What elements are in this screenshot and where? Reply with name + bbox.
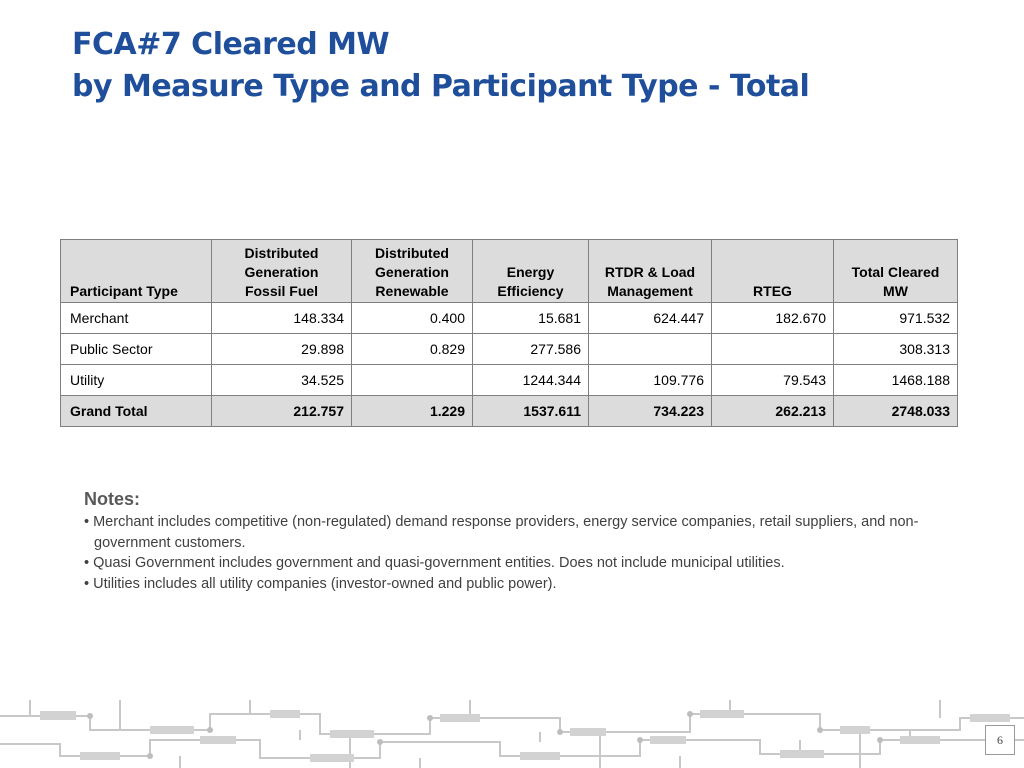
row-label: Merchant xyxy=(61,303,212,334)
table-cell: 1.229 xyxy=(352,396,473,427)
table-cell: 148.334 xyxy=(212,303,352,334)
header-rtdr-load-management: RTDR & Load Management xyxy=(589,240,712,303)
table-cell: 1537.611 xyxy=(473,396,589,427)
table-cell: 308.313 xyxy=(834,334,958,365)
table-cell: 29.898 xyxy=(212,334,352,365)
header-dg-renewable: Distributed Generation Renewable xyxy=(352,240,473,303)
notes-section xyxy=(84,486,964,594)
table-cell: 624.447 xyxy=(589,303,712,334)
table-header-row xyxy=(61,240,958,303)
table-cell: 0.829 xyxy=(352,334,473,365)
header-energy-efficiency: Energy Efficiency xyxy=(473,240,589,303)
note-item: • Utilities includes all utility companies (investor-owned and public power). xyxy=(84,575,557,592)
table-cell: 15.681 xyxy=(473,303,589,334)
table-cell: 971.532 xyxy=(834,303,958,334)
note-item: • Quasi Government includes government and quasi-government entities. Does not include municipal utilities. xyxy=(84,555,785,571)
table-cell: 1244.344 xyxy=(473,365,589,396)
table-cell: 34.525 xyxy=(212,365,352,396)
table-row xyxy=(61,365,958,396)
slide-title-line-1: FCA#7 Cleared MW xyxy=(72,27,390,62)
row-label: Grand Total xyxy=(61,396,212,427)
grand-total-row xyxy=(61,396,958,427)
table-cell xyxy=(589,334,712,365)
table-cell xyxy=(712,334,834,365)
notes-heading: Notes: xyxy=(84,489,141,509)
row-label: Utility xyxy=(61,365,212,396)
table-cell: 182.670 xyxy=(712,303,834,334)
table-cell: 1468.188 xyxy=(834,365,958,396)
table-cell: 277.586 xyxy=(473,334,589,365)
table-cell: 734.223 xyxy=(589,396,712,427)
table-row xyxy=(61,303,958,334)
table-cell xyxy=(352,365,473,396)
slide-title xyxy=(72,24,972,108)
header-participant-type: Participant Type xyxy=(61,240,212,303)
cleared-mw-table xyxy=(60,239,958,427)
table-cell: 109.776 xyxy=(589,365,712,396)
header-total-cleared-mw: Total Cleared MW xyxy=(834,240,958,303)
note-item: • Merchant includes competitive (non-regulated) demand response providers, energy service companies, retail suppliers, and non-government customers. xyxy=(84,514,919,551)
table-cell: 2748.033 xyxy=(834,396,958,427)
circuit-board-pattern-icon xyxy=(0,700,1024,768)
table-cell: 262.213 xyxy=(712,396,834,427)
table-cell: 212.757 xyxy=(212,396,352,427)
header-rteg: RTEG xyxy=(712,240,834,303)
header-dg-fossil-fuel: Distributed Generation Fossil Fuel xyxy=(212,240,352,303)
table-row xyxy=(61,334,958,365)
table-cell: 79.543 xyxy=(712,365,834,396)
page-number: 6 xyxy=(985,725,1015,755)
row-label: Public Sector xyxy=(61,334,212,365)
table-cell: 0.400 xyxy=(352,303,473,334)
slide-title-line-2: by Measure Type and Participant Type - Total xyxy=(72,69,810,104)
